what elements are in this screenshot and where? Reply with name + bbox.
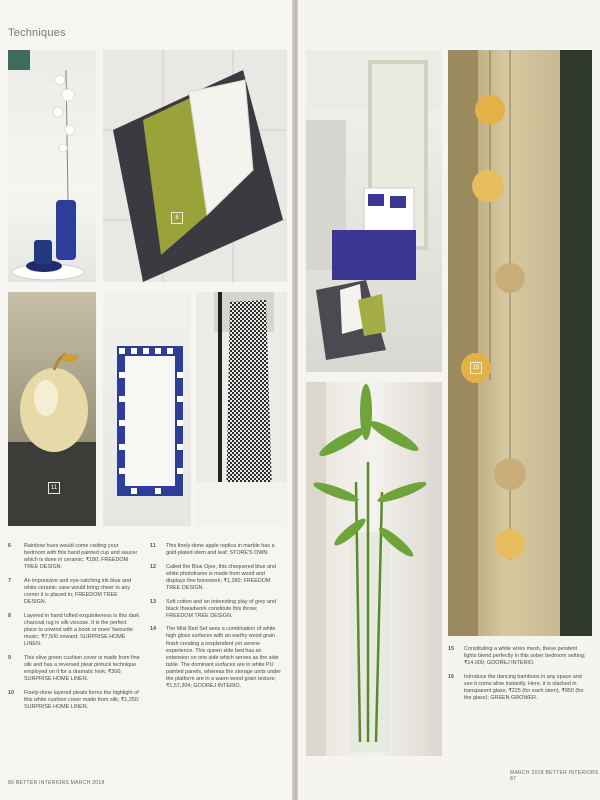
photo-bedroom (306, 50, 442, 372)
cup-vase-illustration (8, 50, 96, 282)
pendant-lights-illustration (448, 50, 592, 636)
photo-cup-vase (8, 50, 96, 282)
caption-item: 8 Layered in hand tufted exquisiteness is this dark charcoal rug in silk viscose. It is the perfect place to unwind with a book or ones' favourite music; ₹7,500 onward; SURPRISE HOME LINEN. (8, 612, 140, 648)
caption-item: 14 The Mist Bed Set sees a combination of white high gloss surfaces with an earthy wood grain finish creating a resplendent yet serene experience. This queen side bed has an extension on one side which serves as the side table. The dominant surfaces are in white PU painted panels, whereas the storage units under the platform are in a warm wood grain texture; ₹1,57,304; GOOREJ INTERIO. (150, 626, 282, 690)
right-page (298, 0, 600, 800)
photo-tag: 15 (470, 362, 482, 374)
photo-bamboo (306, 382, 442, 756)
caption-item: 6 Rainbow hues would come visiting your bedroom with this hand painted cup and saucer which is done in ceramic; ₹180; FREEDOM TREE DESIGN. (8, 543, 138, 571)
photo-rug-cushions (103, 50, 287, 282)
caption-item: 12 Called the Blue Ojee, this chequered blue and white photoframe is made from wood and displays fine bonework; ₹1,280; FREEDOM TREE DESIGN. (150, 563, 276, 591)
section-title: Techniques (8, 27, 66, 39)
bedroom-illustration (306, 50, 442, 372)
caption-column-2 (150, 543, 284, 697)
bamboo-illustration (306, 382, 442, 756)
photo-pendant-lights (448, 50, 592, 636)
photo-apple (8, 292, 96, 526)
photo-frame (103, 292, 191, 526)
photo-tag: 8 (171, 212, 183, 224)
frame-illustration (103, 292, 191, 526)
caption-item: 10 Finely-done layered pleats forms the highlight of this white cushion cover made from silk; ₹1,250; SURPRISE HOME LINEN. (8, 689, 140, 710)
caption-column-1 (8, 543, 140, 717)
caption-item: 11 This finely-done apple replica in marble has a gold-plated stem and leaf; STORE'S OWN. (150, 543, 275, 557)
caption-item: 9 This olive green cushion cover is made from fine silk and has a reversed pleat pintuck technique employed on it for a dramatic look; ₹300; SURPRISE HOME LINEN. (8, 654, 140, 682)
footer-right: MARCH 2018 BETTER INTERIORS 87 (510, 770, 599, 782)
caption-item: 7 An impressive and eye-catching ink blue and white ceramic vase would bring cheer to any corner it is placed in; FREEDOM TREE DESIGN. (8, 577, 131, 606)
caption-item: 16 Introduce the dancing bamboos in any space and see it come alive instantly. Here, it is stacked in transparent glass; ₹225 (for each stem), ₹950 (for the glass); GREEN GROWER. (448, 673, 584, 702)
throw-illustration (196, 292, 287, 526)
photo-tag: 11 (48, 482, 60, 494)
caption-column-3 (448, 646, 590, 709)
left-page (0, 0, 294, 800)
footer-left: 86 BETTER INTERIORS MARCH 2018 (8, 780, 105, 786)
photo-throw (196, 292, 287, 526)
caption-item: 15 Constituting a white wires mesh, these pendent lights blend perfectly in this sober bedroom setting; ₹14,000; GOOREJ INTERIO. (448, 646, 586, 667)
rug-cushions-illustration (103, 50, 287, 282)
caption-item: 13 Soft cotton and an interesting play of grey and black threadwork constitute this throw; FREEDOM TREE DESIGN. (150, 598, 276, 619)
